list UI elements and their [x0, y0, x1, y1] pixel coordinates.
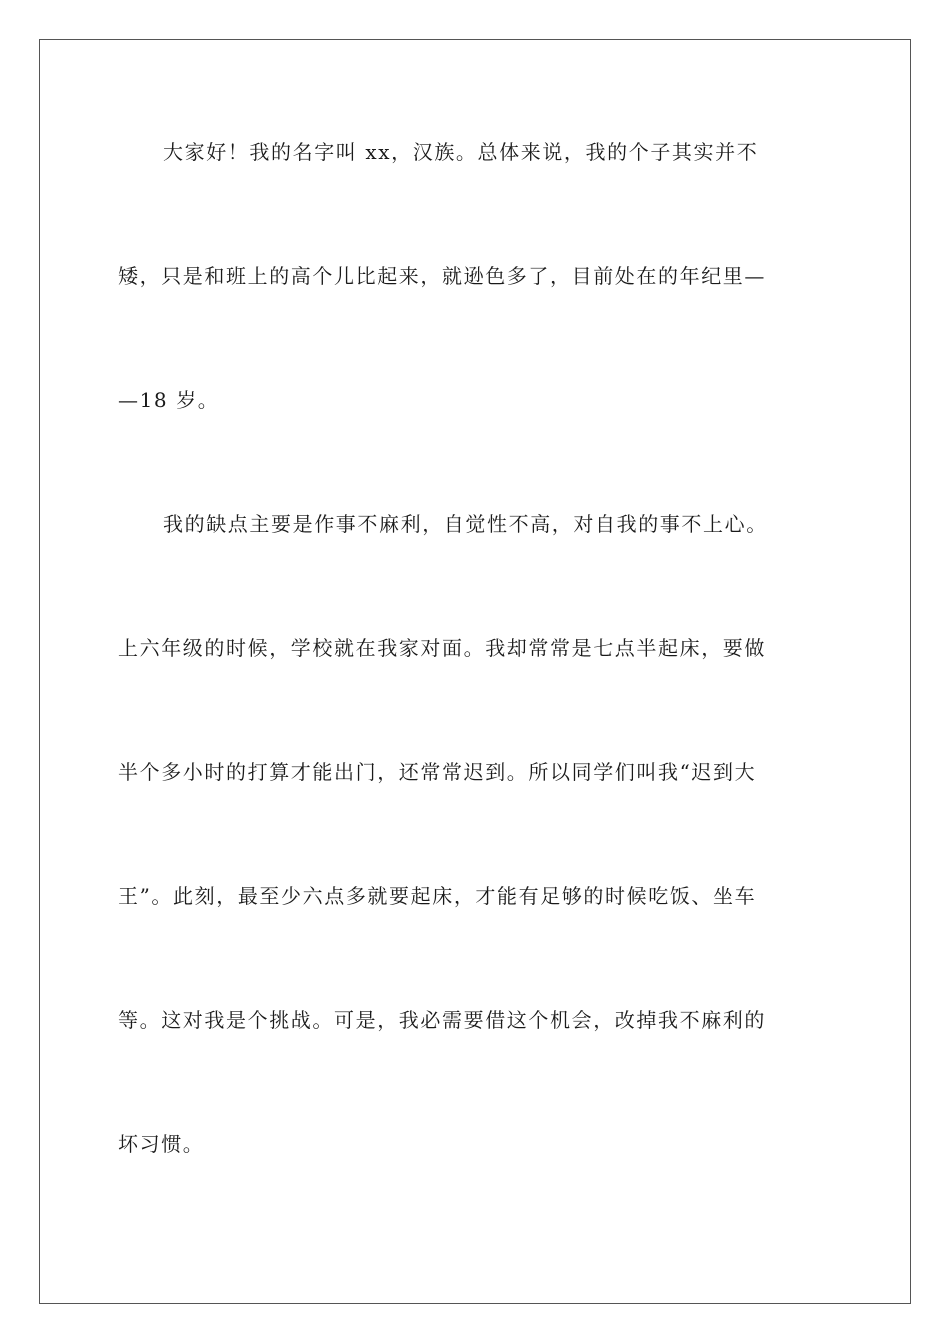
paragraph-2-line-6: 坏习惯。: [118, 1132, 205, 1156]
paragraph-2-line-1: 我的缺点主要是作事不麻利，自觉性不高，对自我的事不上心。: [163, 512, 768, 536]
paragraph-1-line-2: 矮，只是和班上的高个儿比起来，就逊色多了，目前处在的年纪里—: [118, 264, 766, 288]
paragraph-2-line-5: 等。这对我是个挑战。可是，我必需要借这个机会，改掉我不麻利的: [118, 1008, 766, 1032]
paragraph-1-line-3: —18 岁。: [118, 388, 220, 412]
paragraph-2-line-4: 王”。此刻，最至少六点多就要起床，才能有足够的时候吃饭、坐车: [118, 884, 757, 908]
page-frame: [39, 39, 911, 1304]
paragraph-1-line-1: 大家好！我的名字叫 xx，汉族。总体来说，我的个子其实并不: [163, 140, 759, 164]
paragraph-2-line-3: 半个多小时的打算才能出门，还常常迟到。所以同学们叫我“迟到大: [118, 760, 757, 784]
paragraph-2-line-2: 上六年级的时候，学校就在我家对面。我却常常是七点半起床，要做: [118, 636, 766, 660]
